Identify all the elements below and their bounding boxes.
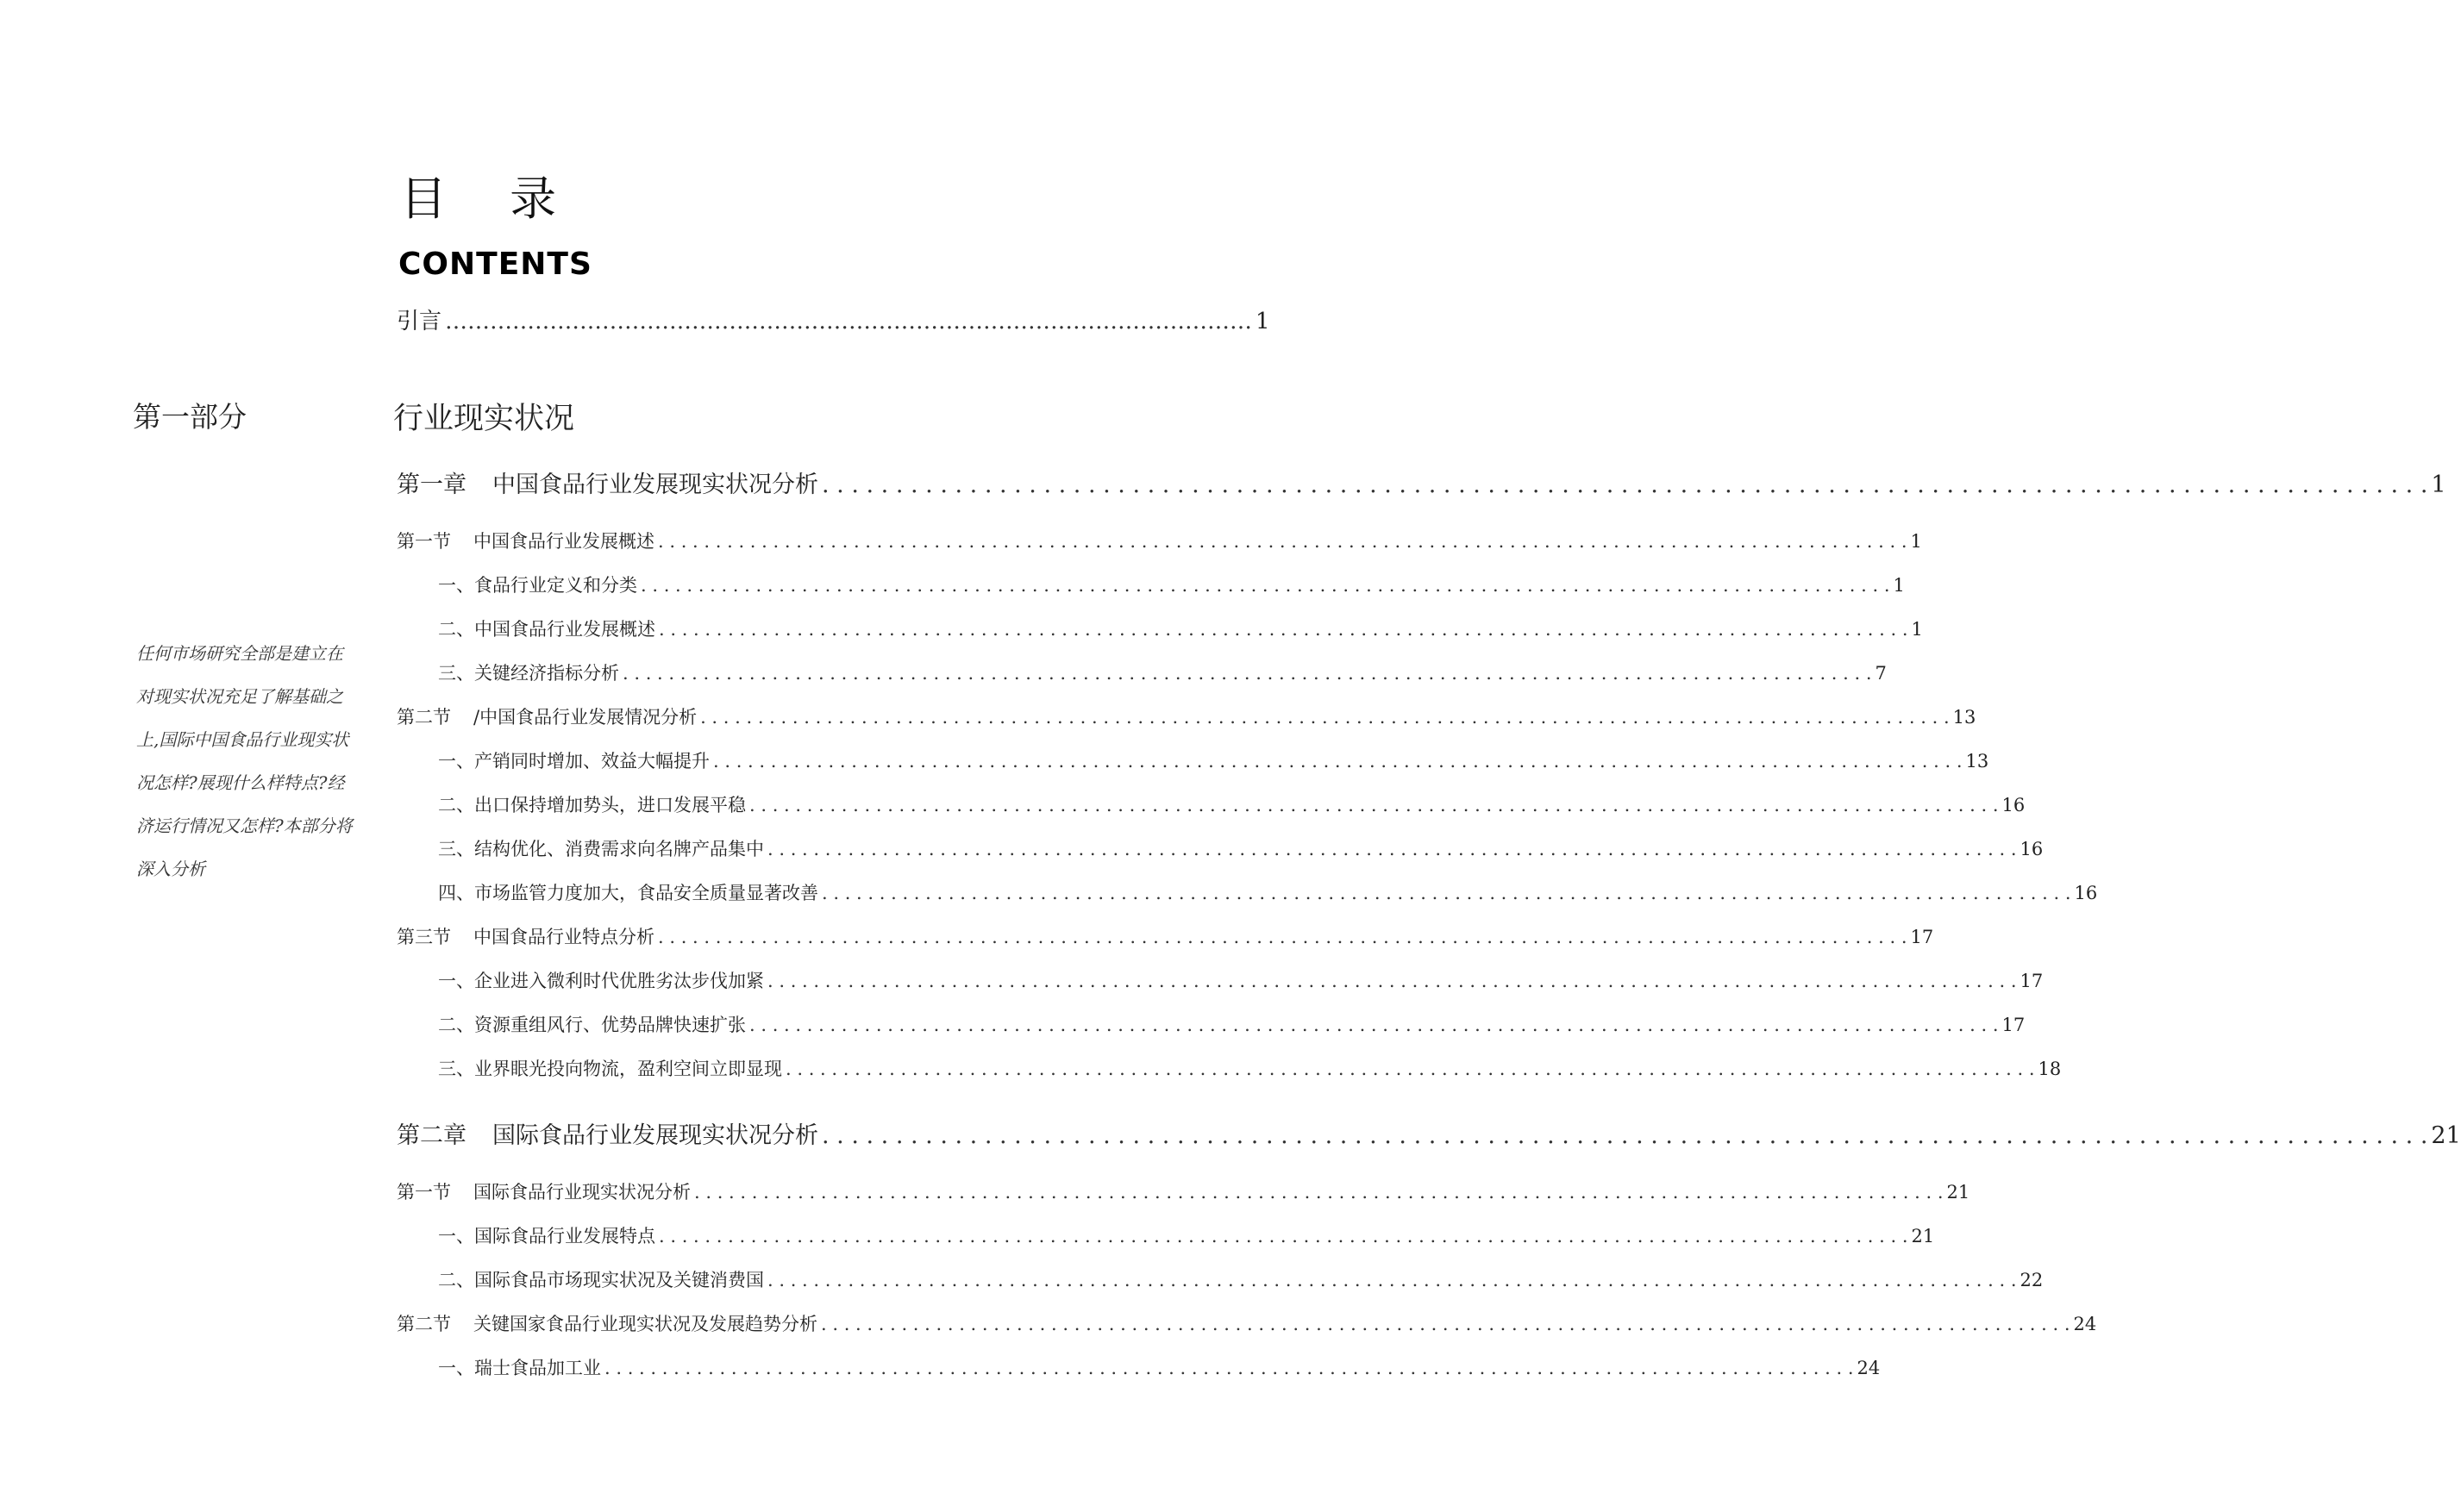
toc-leader-dots — [697, 707, 1953, 728]
section-title: /中国食品行业发展情况分析 — [473, 707, 698, 728]
section-label: 第一节 — [397, 1182, 451, 1203]
toc-page-number: 1 — [1893, 575, 1905, 596]
toc-leader-dots — [818, 883, 2075, 903]
toc-leader-dots — [782, 1059, 2038, 1079]
section-title: 中国食品行业特点分析 — [473, 927, 654, 947]
toc-item-text: 三、关键经济指标分析 — [438, 663, 619, 684]
toc-leader-dots — [619, 663, 1875, 684]
toc-leader-dots — [764, 1270, 2020, 1290]
toc-item[interactable] — [397, 1055, 2062, 1081]
toc-page-number: 1 — [2431, 472, 2446, 498]
toc-page-number: 24 — [2073, 1314, 2097, 1334]
toc-item[interactable] — [397, 791, 2026, 817]
toc-section[interactable] — [397, 1310, 2097, 1336]
toc-page-number: 17 — [1910, 927, 1934, 947]
toc-page-number: 21 — [1911, 1226, 1935, 1246]
toc-item-text: 一、食品行业定义和分类 — [438, 575, 637, 596]
toc-entry-intro[interactable] — [397, 303, 1270, 335]
part-title: 行业现实状况 — [393, 402, 575, 436]
toc-item[interactable] — [397, 835, 2044, 861]
page-title: 目 录 — [400, 172, 581, 226]
section-title: 关键国家食品行业现实状况及发展趋势分析 — [473, 1314, 817, 1334]
toc-leader-dots — [746, 1015, 2002, 1035]
chapter-label: 第一章 — [397, 472, 467, 498]
toc-page-number: 21 — [2431, 1122, 2461, 1149]
toc-page-number: 16 — [2020, 839, 2044, 859]
toc-leader-dots — [764, 971, 2020, 991]
section-label: 第三节 — [397, 927, 451, 947]
toc-leader-dots — [818, 1122, 2431, 1149]
toc-leader-dots — [817, 1314, 2074, 1334]
chapter-title: 国际食品行业发展现实状况分析 — [492, 1122, 818, 1149]
toc-item-text: 一、企业进入微利时代优胜劣汰步伐加紧 — [438, 971, 764, 991]
toc-leader-dots — [601, 1358, 1857, 1378]
toc-page-number: 22 — [2020, 1270, 2044, 1290]
section-title: 国际食品行业现实状况分析 — [473, 1182, 691, 1203]
section-label: 第二节 — [397, 707, 451, 728]
toc-item[interactable] — [397, 615, 1923, 641]
toc-item-text: 三、业界眼光投向物流，盈利空间立即显现 — [438, 1059, 782, 1079]
toc-section[interactable] — [397, 923, 1934, 949]
toc-leader-dots — [654, 927, 1911, 947]
toc-leader-dots — [637, 575, 1894, 596]
toc-section[interactable] — [397, 528, 1922, 553]
toc-item[interactable] — [397, 1011, 2026, 1037]
toc-item-text: 一、国际食品行业发展特点 — [438, 1226, 655, 1246]
toc-page-number: 18 — [2038, 1059, 2062, 1079]
toc-item-text: 二、国际食品市场现实状况及关键消费国 — [438, 1270, 764, 1290]
toc-leader-dots — [818, 472, 2431, 498]
toc-chapter-1[interactable] — [397, 465, 2446, 499]
toc-page-number: 1 — [1256, 309, 1270, 334]
toc-section[interactable] — [397, 1178, 1970, 1204]
toc-section[interactable] — [397, 703, 1976, 729]
toc-page-number: 24 — [1857, 1358, 1881, 1378]
part-intro-note: 任何市场研究全部是建立在对现实状况充足了解基础之上,国际中国食品行业现实状况怎样?展现什么样特点?经济运行情况又怎样?本部分将深入分析 — [136, 643, 353, 879]
toc-item[interactable] — [397, 659, 1887, 685]
toc-item-text: 一、产销同时增加、效益大幅提升 — [438, 751, 710, 772]
toc-item-text: 一、瑞士食品加工业 — [438, 1358, 601, 1378]
toc-item-text: 二、资源重组风行、优势品牌快速扩张 — [438, 1015, 746, 1035]
toc-page-number: 17 — [2020, 971, 2044, 991]
toc-page-number: 7 — [1875, 663, 1887, 684]
toc-item[interactable] — [397, 1266, 2044, 1292]
toc-page-number: 21 — [1946, 1182, 1970, 1203]
section-title: 中国食品行业发展概述 — [473, 531, 654, 552]
toc-item-text: 二、中国食品行业发展概述 — [438, 619, 655, 640]
toc-leader-dots — [655, 619, 1912, 640]
toc-item[interactable] — [397, 967, 2044, 993]
chapter-label: 第二章 — [397, 1122, 467, 1149]
toc-page-number: 1 — [1911, 619, 1923, 640]
toc-leader-dots — [655, 1226, 1912, 1246]
toc-item[interactable] — [397, 747, 1989, 773]
toc-item[interactable] — [397, 879, 2098, 905]
page-subtitle: CONTENTS — [398, 247, 592, 282]
toc-entry-label: 引言 — [397, 309, 442, 334]
toc-item-text: 四、市场监管力度加大，食品安全质量显著改善 — [438, 883, 818, 903]
toc-leader-dots — [654, 531, 1911, 552]
toc-page-number: 1 — [1910, 531, 1922, 552]
toc-item[interactable] — [397, 1354, 1881, 1380]
toc-chapter-2[interactable] — [397, 1116, 2461, 1150]
section-label: 第一节 — [397, 531, 451, 552]
toc-page-number: 16 — [2074, 883, 2098, 903]
chapter-title: 中国食品行业发展现实状况分析 — [492, 472, 818, 498]
toc-leader-dots — [746, 795, 2002, 815]
toc-item[interactable] — [397, 572, 1905, 597]
toc-page-number: 17 — [2001, 1015, 2026, 1035]
toc-page-number: 13 — [1952, 707, 1976, 728]
toc-leader-dots — [441, 309, 1256, 334]
toc-item-text: 二、出口保持增加势头，进口发展平稳 — [438, 795, 746, 815]
toc-leader-dots — [764, 839, 2020, 859]
toc-page-number: 13 — [1965, 751, 1989, 772]
toc-leader-dots — [691, 1182, 1947, 1203]
part-label: 第一部分 — [133, 400, 247, 434]
toc-item-text: 三、结构优化、消费需求向名牌产品集中 — [438, 839, 764, 859]
section-label: 第二节 — [397, 1314, 451, 1334]
toc-item[interactable] — [397, 1222, 1935, 1248]
toc-page-number: 16 — [2001, 795, 2026, 815]
toc-leader-dots — [710, 751, 1966, 772]
